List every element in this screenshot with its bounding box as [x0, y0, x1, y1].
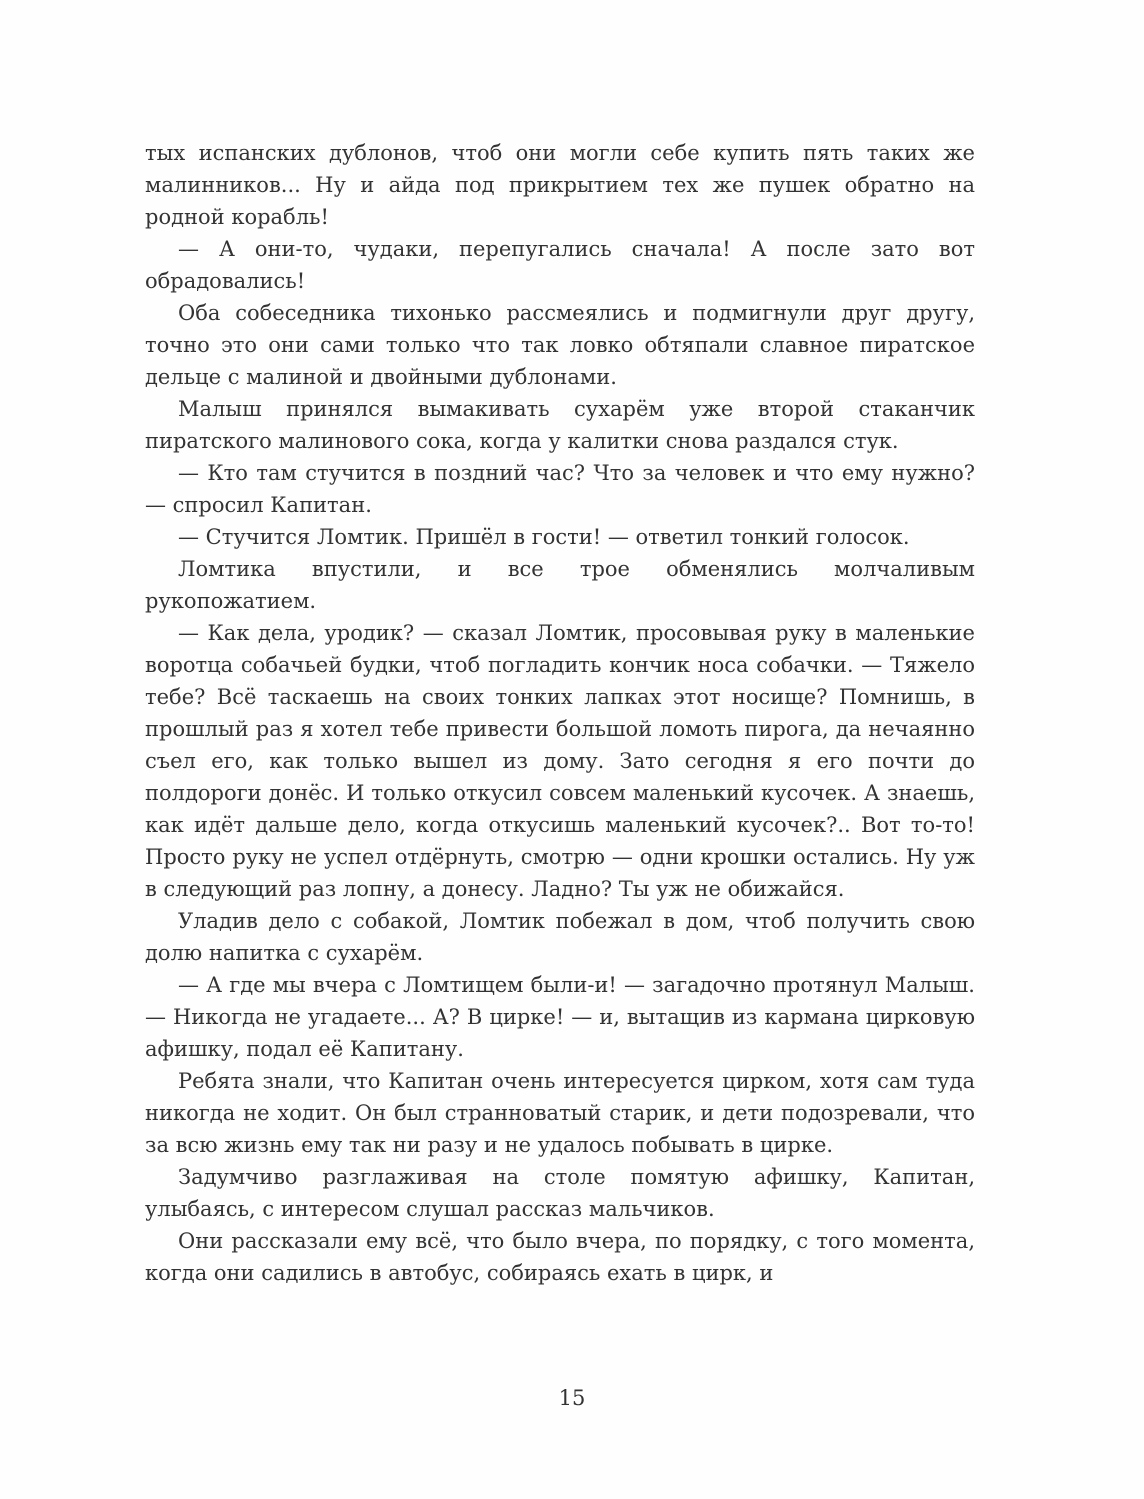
paragraph: Уладив дело с собакой, Ломтик побежал в дом, чтоб получить свою долю напитка с сухарём. [145, 909, 975, 965]
paragraph: — А где мы вчера с Ломтищем были-и! — загадочно протянул Малыш. — Никогда не угадаете... А? В цирке! — и, вытащив из кармана цирковую афишку, подал её Капитану. [145, 973, 975, 1061]
paragraph: — Стучится Ломтик. Пришёл в гости! — ответил тонкий голосок. [178, 525, 910, 549]
paragraph: тых испанских дублонов, чтоб они могли себе купить пять таких же малинников... Ну и айда под прикрытием тех же пушек обратно на родной корабль! [145, 141, 975, 229]
paragraph: — А они-то, чудаки, перепугались сначала! А после зато вот обрадовались! [145, 237, 975, 293]
paragraph: Они рассказали ему всё, что было вчера, по порядку, с того момента, когда они садились в автобус, собираясь ехать в цирк, и [145, 1229, 975, 1285]
paragraph: — Как дела, уродик? — сказал Ломтик, просовывая руку в маленькие воротца собачьей будки, чтоб погладить кончик носа собачки. — Тяжело тебе? Всё таскаешь на своих тонких лапках этот носище? Помнишь, в прошлый раз я хотел тебе привести большой ломоть пирога, да нечаянно съел его, как только вышел из дому. Зато сегодня я его почти до полдороги донёс. И только откусил совсем маленький кусочек. А знаешь, как идёт дальше дело, когда откусишь маленький кусочек?.. Вот то-то! Просто руку не успел отдёрнуть, смотрю — одни крошки остались. Ну уж в следующий раз лопну, а донесу. Ладно? Ты уж не обижайся. [145, 621, 975, 901]
paragraph: Оба собеседника тихонько рассмеялись и подмигнули друг другу, точно это они сами только что так ловко обтяпали славное пиратское дельце с малиной и двойными дублонами. [145, 301, 975, 389]
page-number: 15 [558, 1386, 586, 1410]
body-text [145, 137, 975, 1289]
paragraph: Ребята знали, что Капитан очень интересуется цирком, хотя сам туда никогда не ходит. Он был странноватый старик, и дети подозревали, что за всю жизнь ему так ни разу и не удалось побывать в цирке. [145, 1069, 975, 1157]
paragraph: Малыш принялся вымакивать сухарём уже второй стаканчик пиратского малинового сока, когда у калитки снова раздался стук. [145, 397, 975, 453]
paragraph: Задумчиво разглаживая на столе помятую афишку, Капитан, улыбаясь, с интересом слушал рассказ мальчиков. [145, 1165, 975, 1221]
paragraph: — Кто там стучится в поздний час? Что за человек и что ему нужно? — спросил Капитан. [145, 461, 975, 517]
paragraph: Ломтика впустили, и все трое обменялись молчаливым рукопожатием. [145, 557, 975, 613]
